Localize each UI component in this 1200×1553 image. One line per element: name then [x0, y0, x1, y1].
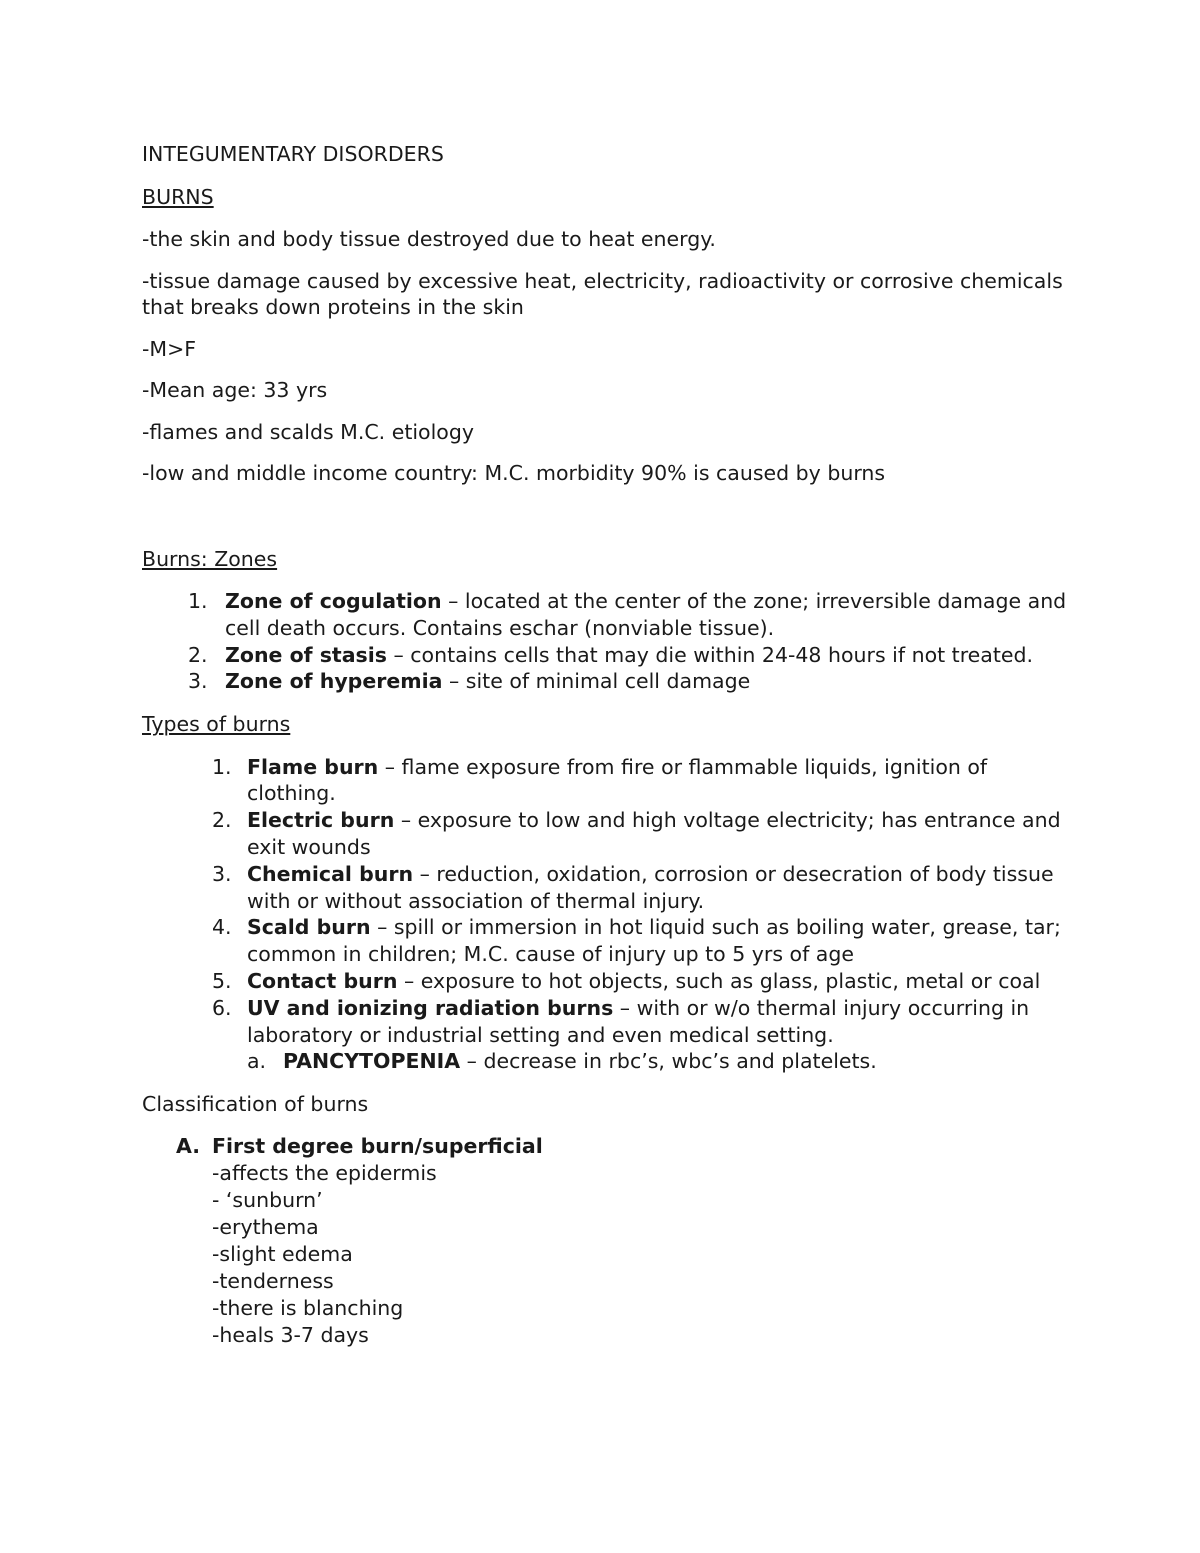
type-subitem [142, 1048, 1072, 1075]
spacer [142, 502, 1072, 546]
zones-list [142, 588, 1072, 695]
burns-point: -low and middle income country: M.C. morbidity 90% is caused by burns [142, 461, 886, 485]
detail-line: - ‘sunburn’ [212, 1187, 323, 1212]
type-term: UV and ionizing radiation burns [247, 995, 614, 1020]
burns-point: -tissue damage caused by excessive heat, electricity, radioactivity or corrosive chemicals that breaks down proteins in the skin [142, 268, 1063, 319]
type-item [142, 914, 1072, 968]
zone-item [142, 642, 1072, 669]
type-item [142, 995, 1072, 1049]
type-term: Flame burn [247, 754, 379, 779]
type-term: Contact burn [247, 969, 398, 994]
zone-description: – located at the center of the zone; irreversible damage and cell death occurs. Contains eschar (nonviable tissue). [225, 589, 1067, 640]
type-item [142, 754, 1072, 808]
type-item [142, 807, 1072, 861]
type-description: – reduction, oxidation, corrosion or desecration of body tissue with or without association of thermal injury. [247, 861, 1054, 913]
type-term: Electric burn [247, 808, 395, 833]
zone-description: – contains cells that may die within 24-48 hours if not treated. [387, 642, 1034, 667]
zone-term: Zone of hyperemia [225, 669, 443, 694]
detail-line: -erythema [212, 1214, 319, 1239]
list-number: 6. [212, 995, 232, 1020]
list-number: 3. [188, 669, 208, 694]
burns-point: -M>F [142, 336, 197, 361]
list-letter: a. [247, 1049, 267, 1074]
zone-item [142, 588, 1072, 642]
burns-heading: BURNS [142, 184, 214, 209]
type-item [142, 861, 1072, 915]
detail-line: -slight edema [212, 1241, 353, 1266]
classification-term: First degree burn/superficial [212, 1133, 543, 1158]
classification-heading: Classification of burns [142, 1092, 369, 1117]
zone-term: Zone of cogulation [225, 589, 442, 613]
list-number: 3. [212, 861, 232, 886]
list-number: 1. [188, 589, 208, 613]
list-number: 5. [212, 969, 232, 994]
subitem-description: – decrease in rbc’s, wbc’s and platelets. [460, 1049, 877, 1074]
zone-item [142, 668, 1072, 695]
list-number: 1. [212, 754, 232, 779]
document-title: INTEGUMENTARY DISORDERS [142, 142, 444, 166]
burns-point: -Mean age: 33 yrs [142, 378, 328, 402]
classification-list [142, 1133, 1072, 1349]
list-number: 4. [212, 915, 232, 940]
type-description: – exposure to low and high voltage electricity; has entrance and exit wounds [247, 808, 1061, 860]
zones-heading: Burns: Zones [142, 546, 278, 571]
list-letter: A. [176, 1133, 201, 1158]
burns-point: -flames and scalds M.C. etiology [142, 419, 474, 444]
type-description: – with or w/o thermal injury occurring in laboratory or industrial setting and even medical setting. [247, 995, 1030, 1047]
list-number: 2. [212, 808, 232, 833]
detail-line: -tenderness [212, 1268, 334, 1293]
detail-line: -heals 3-7 days [212, 1322, 369, 1347]
types-heading: Types of burns [142, 712, 291, 737]
burns-point: -the skin and body tissue destroyed due to heat energy. [142, 227, 716, 251]
document-page [142, 141, 1072, 1349]
type-item [142, 968, 1072, 995]
zone-term: Zone of stasis [225, 642, 387, 667]
type-term: Chemical burn [247, 861, 414, 886]
zone-description: – site of minimal cell damage [442, 669, 751, 694]
type-description: – exposure to hot objects, such as glass, plastic, metal or coal [397, 969, 1041, 994]
type-description: – flame exposure from fire or flammable liquids, ignition of clothing. [247, 754, 988, 806]
list-number: 2. [188, 642, 208, 667]
type-term: Scald burn [247, 915, 371, 940]
classification-details [212, 1160, 1072, 1349]
detail-line: -affects the epidermis [212, 1160, 437, 1185]
types-list [142, 754, 1072, 1076]
classification-item [142, 1133, 1072, 1349]
detail-line: -there is blanching [212, 1295, 404, 1320]
type-description: – spill or immersion in hot liquid such as boiling water, grease, tar; common in children; M.C. cause of injury up to 5 yrs of age [247, 915, 1061, 967]
subitem-term: PANCYTOPENIA [283, 1049, 461, 1074]
